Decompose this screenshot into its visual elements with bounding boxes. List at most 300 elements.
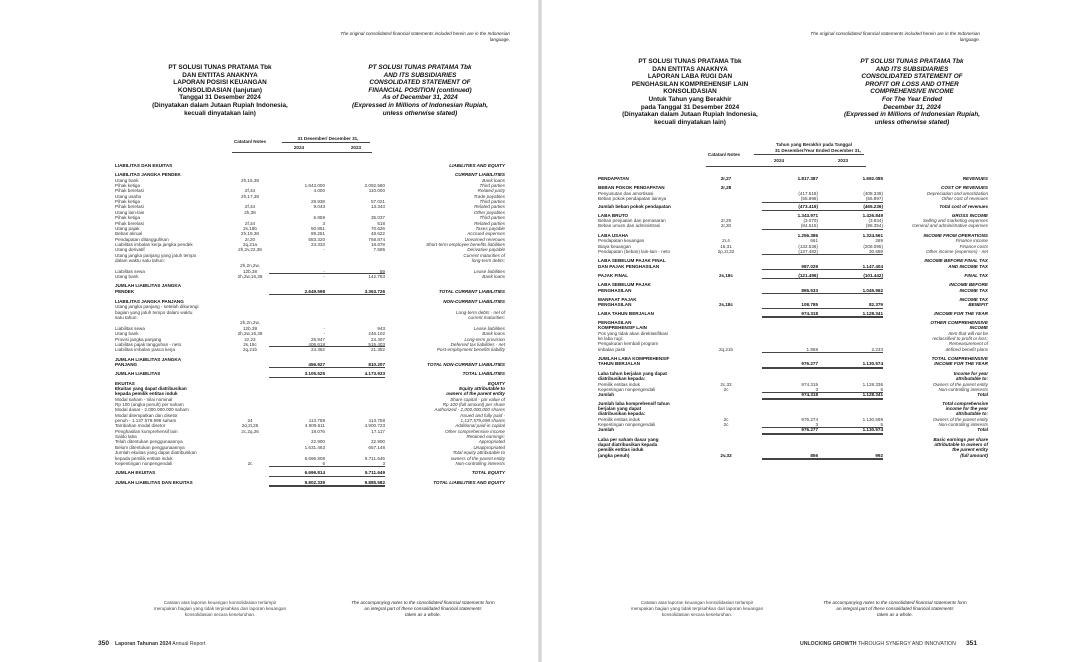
value-prior-year: 518 <box>377 220 385 226</box>
line-item-label: Utang pajak <box>115 225 140 231</box>
line-item-label-english: Post-employment benefits liability <box>436 347 505 353</box>
line-item-label: Kepentingan nonpengendali <box>598 421 656 427</box>
note-ref: 16,31 <box>720 243 732 249</box>
total-rule <box>762 368 883 369</box>
value-prior-year: (3.934) <box>868 218 883 224</box>
line-item-label: JUMLAH LABA KOMPREHENSIF <box>598 356 670 362</box>
line-item-label: Provisi jangka panjang <box>115 336 162 342</box>
value-prior-year: 17.117 <box>371 428 385 434</box>
line-item-label-english: Related parties <box>474 204 505 210</box>
column-period-header-2: 31 Desember/Year Ended December 31, <box>774 148 862 153</box>
value-current-year: 2.649.598 <box>304 288 325 294</box>
title-line: pada Tanggal 31 Desember 2024 <box>640 103 740 111</box>
footer-line: The accompanying notes to the consolidated financial statements form <box>823 600 967 605</box>
value-prior-year: 1.130.574 <box>862 361 883 367</box>
title-line: PT SOLUSI TUNAS PRATAMA Tbk <box>638 58 742 65</box>
value-prior-year: 3 <box>382 460 385 466</box>
value-current-year: 1.843.000 <box>304 183 325 189</box>
line-item-label: LIABILITAS JANGKA PANJANG <box>115 299 184 305</box>
title-line: CONSOLIDATED STATEMENT OF <box>861 73 963 81</box>
value-current-year: 108.785 <box>801 302 818 308</box>
value-current-year: 976.277 <box>801 361 818 367</box>
total-rule <box>269 377 385 378</box>
value-current-year: 25.947 <box>310 336 325 342</box>
title-line: DAN ENTITAS ANAKNYA <box>182 71 258 79</box>
line-item-label-english: Lease liabilities <box>473 325 505 331</box>
total-rule <box>762 293 883 294</box>
line-item-label-english: reclassified to profit or loss: <box>932 336 988 342</box>
total-rule <box>762 399 883 400</box>
line-item-label: Laba per saham dasar yang <box>598 436 659 442</box>
note-ref: 2r,28 <box>720 185 732 191</box>
value-current-year: 406.618 <box>308 341 325 347</box>
note-ref: 12b,38 <box>242 268 258 274</box>
line-item-label: PENDEK <box>115 288 135 294</box>
running-title-bold: UNLOCKING GROWTH <box>800 641 857 647</box>
line-item-label: PANJANG <box>115 361 138 367</box>
title-indonesian <box>590 58 790 126</box>
line-item-label-english: LIABILITIES AND EQUITY <box>449 163 505 168</box>
line-item-label: Beban umum dan administrasi <box>598 223 661 229</box>
line-item-label: Laba tahun berjalan yang dapat <box>598 370 667 376</box>
line-item-label-english: Retained earnings: <box>466 434 505 440</box>
line-item-label: Ekuitas yang dapat diatribusikan <box>115 385 187 391</box>
value-current-year: 19.076 <box>310 428 325 434</box>
footer-line: konsolidasian secara keseluruhan. <box>661 611 733 617</box>
line-item-label-english: Unappropriated <box>473 444 505 450</box>
line-item-label-english: Other payables <box>473 209 505 215</box>
left-page <box>0 0 538 662</box>
line-item-label-english: Trade payables <box>473 193 505 199</box>
line-item-label: Telah ditentukan penggunaannya <box>115 439 183 445</box>
line-item-label: Jumlah ekuitas yang dapat diatribusikan <box>115 450 197 456</box>
value-current-year: 974.318 <box>801 310 818 316</box>
line-item-label: Utang usaha <box>115 193 142 199</box>
value-current-year: 3 <box>815 421 818 427</box>
line-item-label: pemilik entitas induk <box>598 447 644 453</box>
note-ref: 2f,34 <box>244 204 256 210</box>
note-ref: 2v,33 <box>720 452 732 458</box>
line-item-label: Penghasilan komprehensif lain <box>115 428 178 434</box>
title-line: LAPORAN POSISI KEUANGAN <box>173 79 267 87</box>
language-note: The original consolidated financial statements included herein are in the Indonesian language. <box>340 31 510 42</box>
title-line: Untuk Tahun yang Berakhir <box>648 95 732 103</box>
footer-line: merupakan bagian yang tidak terpisahkan dari laporan keuangan <box>153 605 287 611</box>
header-rule-bottom <box>232 152 372 153</box>
line-item-label: Utang derivatif <box>115 247 145 253</box>
line-item-label-english: INCOME FOR THE YEAR <box>934 361 988 367</box>
note-ref: 2d,2t,25 <box>241 423 259 429</box>
title-line: PT SOLUSI TUNAS PRATAMA Tbk <box>168 64 272 71</box>
line-item-label-english: Share capital - par value of <box>450 396 505 402</box>
line-item-label-english: Selling and marketing expenses <box>922 218 988 224</box>
value-current-year: 9.802.339 <box>304 479 325 485</box>
line-item-label-english: INCOME FROM OPERATIONS <box>923 232 988 238</box>
line-item-label: JUMLAH LIABILITAS <box>115 371 161 377</box>
line-item-label: Utang bank <box>115 177 139 183</box>
note-ref: 2c <box>723 386 729 392</box>
value-prior-year: 1.128.336 <box>862 381 883 387</box>
title-line: PROFIT OR LOSS AND OTHER <box>865 80 959 88</box>
line-item-label-english: attributable to owners of <box>934 442 988 447</box>
line-item-label-english: Taxes payable <box>475 225 505 231</box>
note-ref: 2s,18c <box>718 272 734 278</box>
value-current-year: 22.900 <box>310 439 325 445</box>
line-item-label: PENGHASILAN <box>598 302 632 308</box>
value-current-year: 987.029 <box>801 263 818 269</box>
note-ref: 24 <box>247 418 253 424</box>
value-prior-year: 18.678 <box>370 241 385 247</box>
value-current-year: 976.277 <box>801 427 818 433</box>
value-prior-year: (56.897) <box>865 196 883 202</box>
column-2024-header: 2024 <box>293 145 305 150</box>
value-prior-year: 82.379 <box>868 302 883 308</box>
value-prior-year: 2.233 <box>871 346 883 352</box>
total-rule <box>762 278 883 279</box>
line-item-label-english: Item that will not be <box>948 330 988 336</box>
title-indonesian <box>120 64 320 117</box>
value-prior-year: (98.354) <box>865 223 883 229</box>
note-ref: 2q,21b <box>718 346 734 352</box>
line-item-label: Beban akrual <box>115 231 143 237</box>
running-title <box>800 641 956 647</box>
title-line: PENGHASILAN KOMPREHENSIF LAIN <box>631 80 749 88</box>
note-ref: 2h,38 <box>244 209 256 215</box>
note-ref: 2c,33 <box>720 381 732 387</box>
title-line: AND ITS SUBSIDIARIES <box>383 71 457 79</box>
line-item-label: (angka penuh) <box>598 452 630 458</box>
note-ref: 2h,2w,16,38 <box>237 331 263 337</box>
line-item-label-english: EQUITY <box>487 380 505 386</box>
line-item-label-english: Current maturities of <box>463 252 505 258</box>
line-item-label-english: Unearned revenues <box>464 236 505 242</box>
language-note: The original consolidated financial statements included herein are in the Indonesian language. <box>810 31 980 42</box>
value-current-year: 3 <box>322 220 325 226</box>
line-item-label: Pihak berelasi <box>115 204 144 210</box>
value-prior-year: 5.711.646 <box>364 455 385 461</box>
line-item-label: Penyusutan dan amortisasi <box>598 190 654 196</box>
title-english <box>802 58 1022 126</box>
value-prior-year: 22.900 <box>370 439 385 445</box>
value-prior-year: 110.000 <box>368 188 385 194</box>
line-item-label: Pihak ketiga <box>115 199 141 205</box>
value-current-year: - <box>323 274 325 279</box>
value-current-year: 1.256.386 <box>797 232 818 238</box>
value-current-year: - <box>323 268 325 274</box>
total-rule <box>762 210 883 211</box>
total-rule <box>762 434 883 435</box>
footer-note-indonesian <box>597 600 797 617</box>
total-rule <box>762 202 883 203</box>
line-item-label-english: TOTAL LIABILITIES AND EQUITY <box>433 479 505 485</box>
value-current-year: (84.515) <box>800 223 818 229</box>
title-line: KONSOLIDASIAN <box>663 88 717 96</box>
line-item-label: JUMLAH LIABILITAS DAN EKUITAS <box>115 479 193 485</box>
line-item-label-english: Owners of the parent entity <box>932 416 988 422</box>
value-prior-year: (101.442) <box>863 272 883 278</box>
line-item-label-english: long-term debts: <box>471 257 505 263</box>
value-prior-year: 4.900.723 <box>364 423 385 429</box>
value-current-year: (55.898) <box>800 196 818 202</box>
line-item-label-english: Third parties <box>479 215 505 221</box>
value-current-year: 583.320 <box>308 236 325 242</box>
line-item-label: diatribusikan kepada: <box>598 376 646 382</box>
value-prior-year: 57.021 <box>370 199 385 205</box>
line-item-label-english: owners of the parent entity <box>446 391 505 397</box>
column-2024-header: 2024 <box>773 158 785 163</box>
line-item-label: Beban pokok pendapatan lainnya <box>598 196 667 202</box>
line-item-label: Liabilitas pajak tangguhan - neto <box>115 341 182 347</box>
note-ref: 2z,23 <box>244 336 256 342</box>
title-line: CONSOLIDATED STATEMENT OF <box>369 79 471 87</box>
header-rule <box>754 154 864 155</box>
line-item-label-english: 1,137,579,698 shares <box>460 418 505 424</box>
line-item-label-english: TOTAL COMPREHENSIVE <box>931 356 988 362</box>
line-item-label-english: Bank loans <box>482 331 505 337</box>
column-period-header: 31 Desember/ December 31, <box>297 136 359 141</box>
line-item-label: bagian yang jatuh tempo dalam waktu <box>115 309 193 315</box>
line-item-label: EKUITAS <box>115 380 135 386</box>
line-item-label: Utang bank <box>115 274 139 279</box>
line-item-label: Jumlah <box>598 427 615 433</box>
footer-line: merupakan bagian yang tidak terpisahkan dari laporan keuangan <box>630 605 764 611</box>
line-item-label: Liabilitas sewa <box>115 268 145 274</box>
footer-line: taken as a whole. <box>877 611 913 617</box>
line-item-label-english: Remeasurement of <box>948 341 988 347</box>
value-current-year: - <box>323 325 325 331</box>
value-prior-year: 30.669 <box>868 248 883 254</box>
page-number: 351 <box>966 640 978 647</box>
total-rule <box>762 459 883 460</box>
value-prior-year: 142.783 <box>368 274 385 279</box>
line-item-label-english: Related party <box>477 188 505 194</box>
line-item-label: kepada pemilik entitas induk <box>115 391 178 397</box>
total-rule <box>762 317 883 318</box>
total-rule <box>269 346 385 347</box>
line-item-label: Pihak ketiga <box>115 183 141 189</box>
value-current-year: 4.909.611 <box>304 423 325 429</box>
title-line: (Dinyatakan dalam Jutaan Rupiah Indonesia, <box>152 101 288 109</box>
line-item-label: Jumlah <box>598 392 615 398</box>
footer-line: The accompanying notes to the consolidated financial statements form <box>351 600 495 605</box>
line-item-label-english: Basic earnings per share <box>933 436 988 442</box>
title-line: unless otherwise stated) <box>382 109 458 117</box>
line-item-label-english: Non-controlling interests <box>938 386 988 392</box>
value-current-year: 23.333 <box>310 241 325 247</box>
line-item-label-english: Derivative payable <box>467 247 505 253</box>
value-prior-year: (465.236) <box>863 204 883 210</box>
line-item-label-english: Third parties <box>479 199 505 205</box>
value-prior-year: (208.095) <box>863 243 883 249</box>
line-item-label-english: Short-term employee benefits liabilities <box>426 241 505 247</box>
value-prior-year: 9.885.582 <box>364 479 385 485</box>
line-item-label-english: Total equity attributable to <box>452 450 505 456</box>
title-line: kecuali dinyatakan lain) <box>184 109 256 117</box>
note-ref: 2h,2n,2w, <box>240 263 260 269</box>
line-item-label-english: Other cost of revenues <box>941 196 988 202</box>
running-title <box>115 641 205 647</box>
value-prior-year: 59 <box>379 268 385 274</box>
value-prior-year: 810.207 <box>368 361 385 367</box>
column-notes-header: Catatan/ Notes <box>233 139 267 144</box>
line-item-label-english: INCOME BEFORE <box>949 282 988 288</box>
line-item-label: Pihak ketiga <box>115 215 141 221</box>
note-ref: 2h,17,38 <box>241 193 259 199</box>
value-prior-year: 2.092.580 <box>364 183 385 189</box>
value-prior-year: 1.324.561 <box>862 232 883 238</box>
line-item-label: Pendapatan keuangan <box>598 238 645 244</box>
value-current-year: 976.274 <box>801 416 818 422</box>
value-current-year: 456.927 <box>308 361 325 367</box>
value-current-year: (132.536) <box>798 243 818 249</box>
total-rule <box>762 352 883 353</box>
line-item-label: LABA SEBELUM PAJAK <box>598 282 651 288</box>
line-item-label-english: General and administrative expenses <box>912 223 988 229</box>
line-item-label-english: TOTAL NON-CURRENT LIABILITIES <box>427 361 505 367</box>
total-rule <box>762 308 883 309</box>
line-item-label-english: TOTAL CURRENT LIABILITIES <box>438 288 505 294</box>
value-current-year: 24.362 <box>310 347 325 353</box>
line-item-label: LABA SEBELUM PAJAK FINAL <box>598 258 666 264</box>
total-rule <box>269 294 385 295</box>
line-item-label: MANFAAT PAJAK <box>598 296 637 302</box>
value-current-year: 3.105.525 <box>304 371 325 377</box>
line-item-label-english: Issued and fully paid - <box>460 412 505 418</box>
value-prior-year: 70.626 <box>370 225 385 231</box>
line-item-label: dalam waktu satu tahun: <box>115 257 165 263</box>
line-item-label-english: Related parties <box>474 220 505 226</box>
line-item-label: LABA USAHA <box>598 232 629 238</box>
line-item-label: Pengukuran kembali program <box>598 341 659 347</box>
note-ref: 2f,34 <box>244 220 256 226</box>
line-item-label-english: current maturities: <box>468 315 505 321</box>
column-period-header-1: Tahun yang Berakhir pada Tanggal <box>776 142 852 147</box>
line-item-label-english: OTHER COMPREHENSIVE <box>930 320 988 325</box>
title-line: COMPREHENSIVE INCOME <box>870 88 954 96</box>
line-item-label-english: Authorized - 2,000,000,000 shares <box>434 407 505 413</box>
line-item-label-english: (full amount) <box>960 452 988 458</box>
title-line: KONSOLIDASIAN (lanjutan) <box>177 86 263 94</box>
title-line: (Dinyatakan dalam Jutaan Rupiah Indonesia, <box>622 111 758 119</box>
line-item-label: Kepentingan nonpengendali <box>115 460 173 466</box>
note-ref: 2h,2n,2w, <box>240 320 260 326</box>
value-prior-year: (408.339) <box>863 190 883 196</box>
line-item-label: Pendapatan ditangguhkan <box>115 236 169 242</box>
value-prior-year: 48.622 <box>370 231 385 237</box>
line-item-label: PENGHASILAN <box>598 320 632 325</box>
note-ref: 2r,20 <box>244 236 256 242</box>
line-item-label: PAJAK FINAL <box>598 272 629 278</box>
line-item-label-english: Third parties <box>479 183 505 189</box>
line-item-label-english: Depreciation and amortization <box>926 190 988 196</box>
value-prior-year: 1.128.341 <box>862 392 883 398</box>
line-item-label: Jumlah beban pokok pendapatan <box>598 204 671 210</box>
value-current-year: 974.315 <box>801 381 818 387</box>
title-line: (Expressed in Millions of Indonesian Rupiah, <box>844 111 980 119</box>
note-ref: 2h,19,38 <box>241 231 259 237</box>
line-item-label: Jumlah laba komprehensif tahun <box>598 400 670 406</box>
line-item-label-english: the parent entity <box>952 447 988 453</box>
line-item-label: Modal saham - nilai nominal <box>115 396 173 402</box>
note-ref: 2s,18c <box>718 302 734 308</box>
line-item-label: Pemilik entitas induk <box>598 416 640 422</box>
value-current-year: 6 <box>322 460 325 466</box>
title-line: As of December 31, 2024 <box>382 94 458 102</box>
value-prior-year: 992 <box>875 452 883 458</box>
line-item-label-english: Finance costs <box>959 243 988 249</box>
value-current-year: 1.959 <box>806 346 818 352</box>
line-item-label-english: Non-controlling interests <box>455 460 505 466</box>
value-current-year: 4.000 <box>313 188 325 194</box>
title-line: PT SOLUSI TUNAS PRATAMA Tbk <box>368 64 472 71</box>
value-current-year: 89.251 <box>310 231 325 237</box>
value-current-year: 1.817.387 <box>797 176 818 181</box>
footer-note-english <box>790 600 1000 617</box>
line-item-label: JUMLAH LIABILITAS JANGKA <box>115 356 182 362</box>
total-rule <box>269 486 385 487</box>
value-prior-year: 113.758 <box>368 418 385 424</box>
value-current-year: 6.696.814 <box>304 470 325 476</box>
line-item-label-english: income for the year <box>945 405 988 411</box>
column-2023-header: 2023 <box>837 158 849 163</box>
total-rule <box>269 273 385 274</box>
value-current-year: 3 <box>815 386 818 392</box>
value-current-year: 1.343.971 <box>797 212 818 218</box>
value-prior-year: 1.426.849 <box>862 212 883 218</box>
value-current-year: 974.318 <box>801 392 818 398</box>
value-prior-year: 943 <box>377 325 385 331</box>
line-item-label-english: NON-CURRENT LIABILITIES <box>443 299 505 305</box>
title-line: December 31, 2024 <box>883 103 941 111</box>
line-item-label-english: FINAL TAX <box>964 272 988 278</box>
line-item-label: Liabilitas imbalan pasca kerja <box>115 347 176 353</box>
line-item-label: Pemilik entitas induk <box>598 381 640 387</box>
value-current-year: 9.043 <box>313 204 325 210</box>
title-line: (Expressed in Millions of Indonesian Rupiah, <box>352 101 488 109</box>
value-prior-year: 515.403 <box>368 341 385 347</box>
value-current-year: 29.938 <box>310 199 325 205</box>
total-rule <box>269 476 385 477</box>
line-item-label-english: Equity attributable to <box>459 385 505 391</box>
value-current-year: 865.533 <box>801 287 818 293</box>
value-prior-year: 1.147.404 <box>862 263 883 269</box>
line-item-label-english: COST OF REVENUES <box>941 185 988 191</box>
header-rule-bottom <box>706 166 866 167</box>
value-current-year: (417.518) <box>798 190 818 196</box>
title-line: kecuali dinyatakan lain) <box>654 118 726 126</box>
value-prior-year: 1.130.574 <box>862 427 883 433</box>
value-prior-year: 13.343 <box>370 204 385 210</box>
line-item-label: Pihak berelasi <box>115 188 144 194</box>
line-item-label: JUMLAH LIABILITAS JANGKA <box>115 283 182 289</box>
line-item-label-english: INCOME TAX <box>959 296 988 302</box>
note-ref: 2h,2v,22,38 <box>238 247 262 253</box>
value-current-year: 661 <box>810 238 818 244</box>
table-row <box>115 163 505 169</box>
line-item-label-english: INCOME TAX <box>959 287 988 293</box>
note-ref: 2s,18b <box>243 225 257 231</box>
title-line: DAN ENTITAS ANAKNYA <box>652 65 728 73</box>
value-current-year: (137.482) <box>798 248 818 254</box>
line-item-label-english: Accrued expenses <box>467 231 505 237</box>
line-item-label-english: Finance income <box>955 238 988 244</box>
line-item-label: BEBAN POKOK PENDAPATAN <box>598 185 665 191</box>
line-item-label: KOMPREHENSIF LAIN <box>598 325 648 331</box>
value-prior-year: 4.173.933 <box>364 371 385 377</box>
line-item-label-english: Appropriated <box>478 439 505 445</box>
line-item-label: PENGHASILAN <box>598 287 632 293</box>
line-item-label: satu tahun: <box>115 315 138 321</box>
